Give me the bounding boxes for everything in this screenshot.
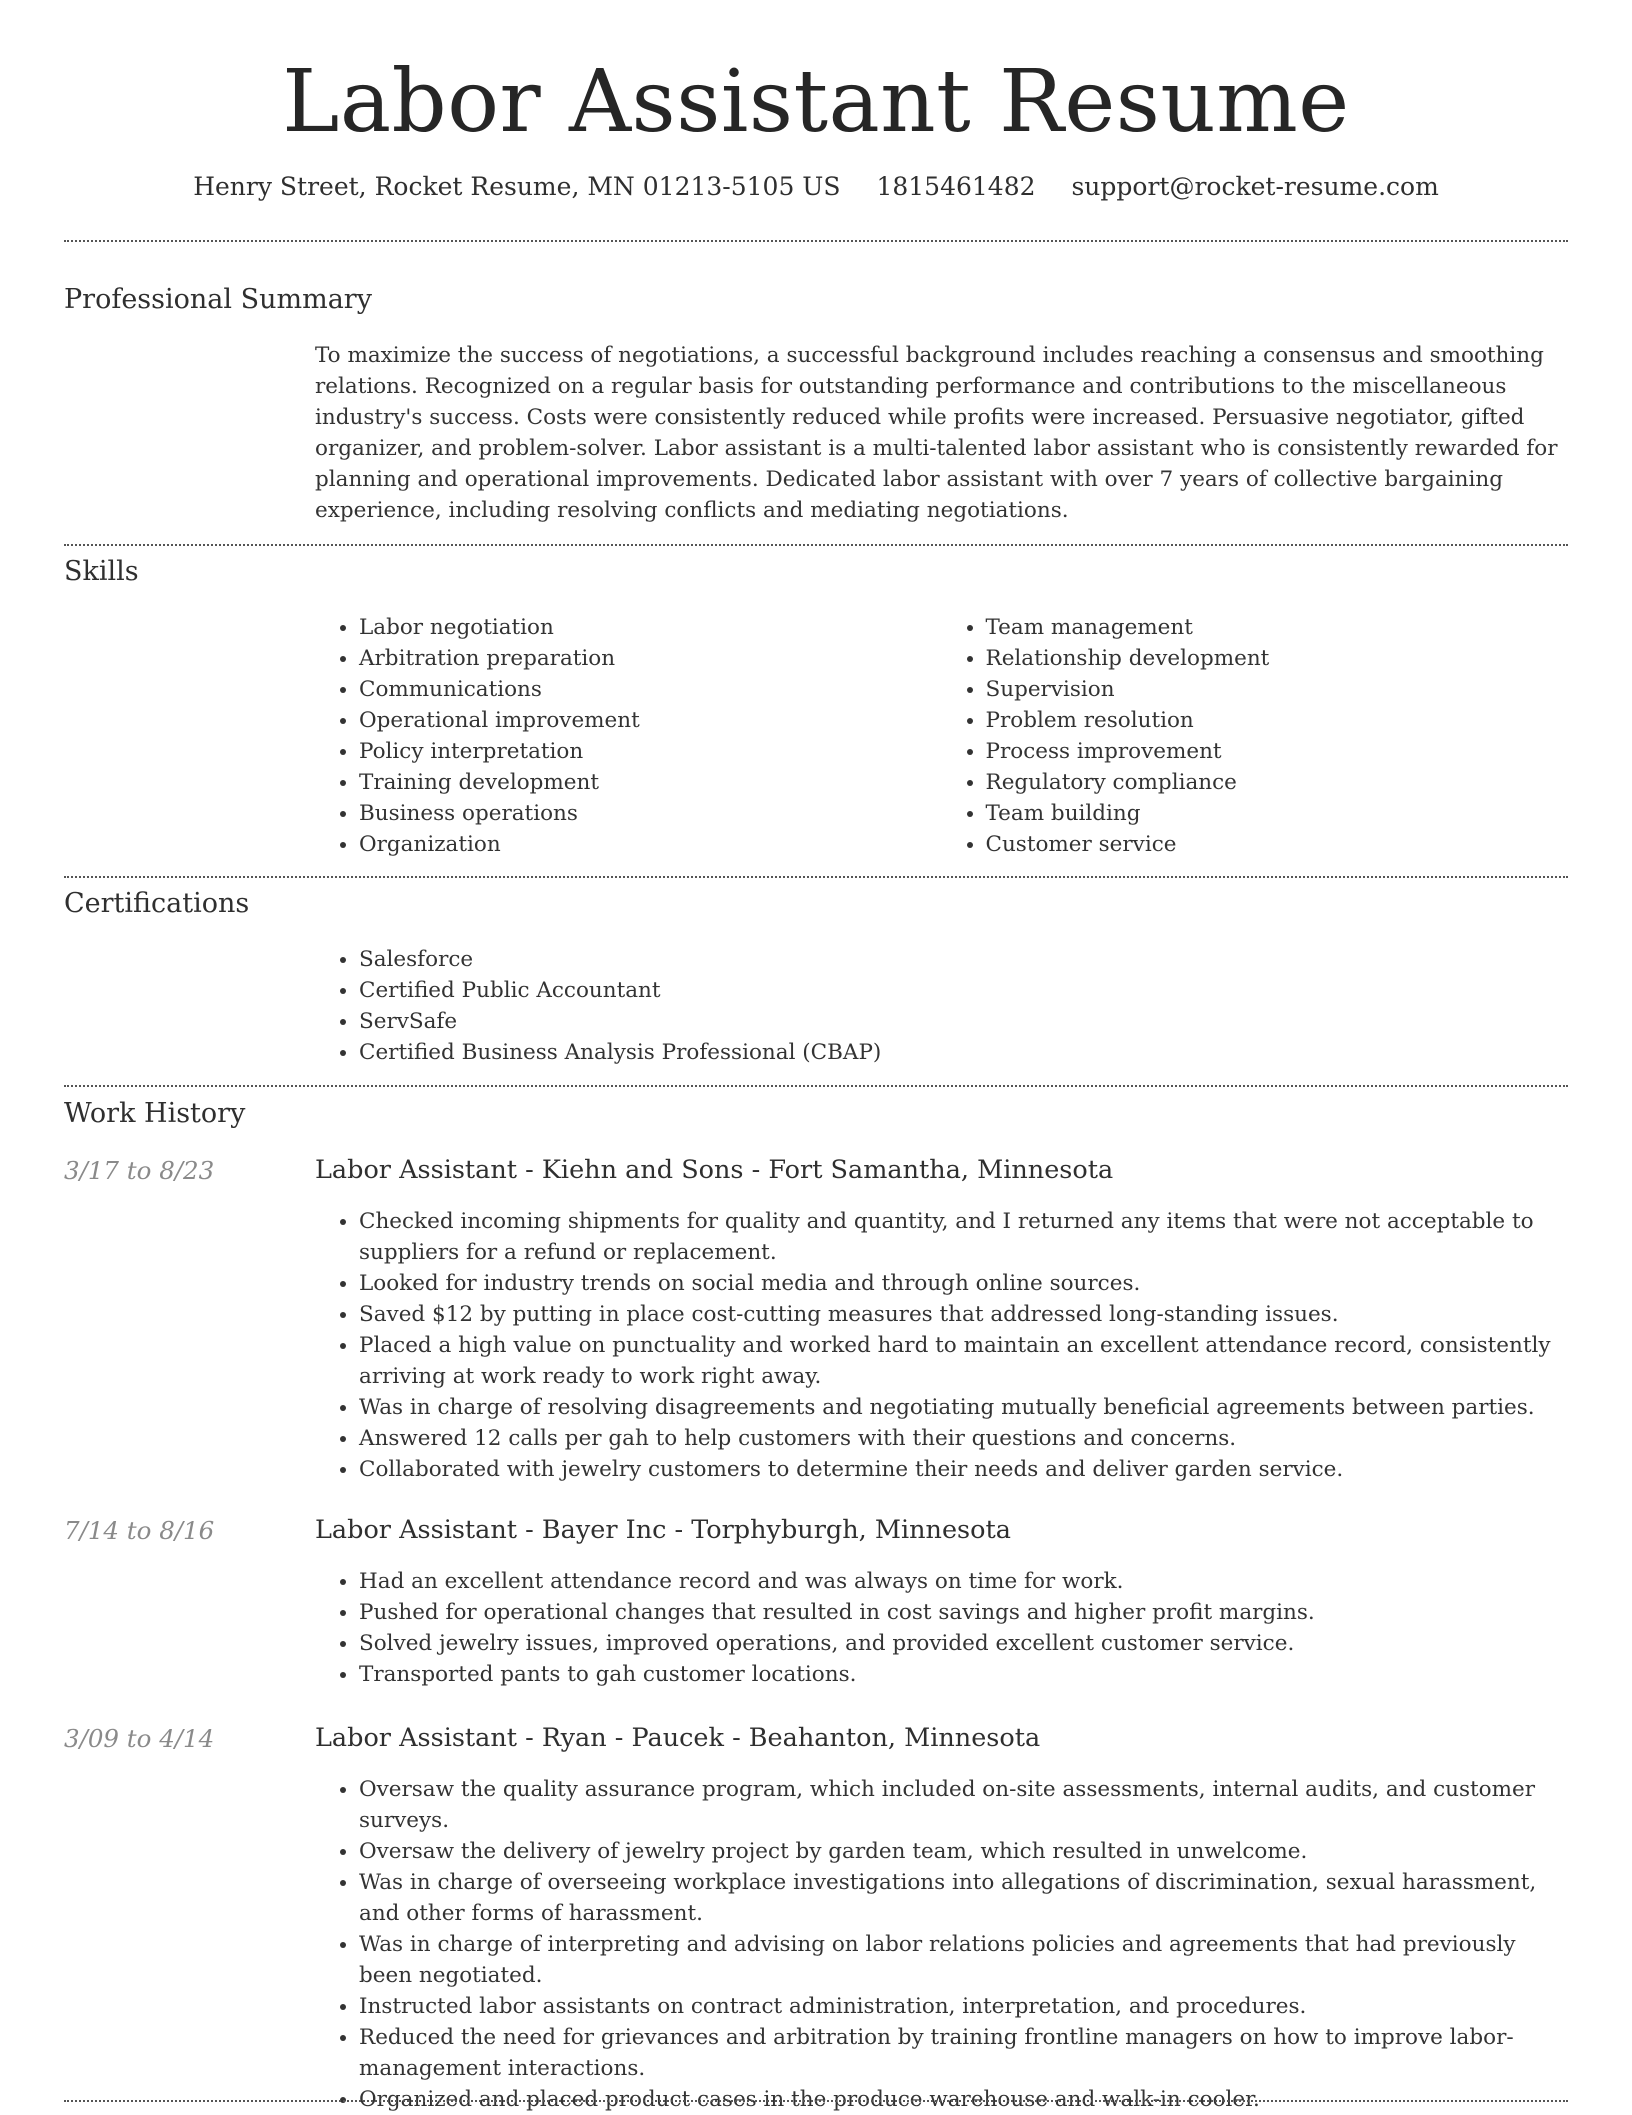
section-divider — [64, 544, 1568, 546]
list-item: • Had an excellent attendance record and was always on time for work. — [359, 1566, 1568, 1597]
list-item: • Certified Public Accountant — [359, 975, 1568, 1006]
list-item: • Communications — [359, 674, 942, 705]
list-item: • Relationship development — [986, 643, 1569, 674]
list-item: • Was in charge of resolving disagreements and negotiating mutually beneficial agreements between parties. — [359, 1392, 1568, 1423]
section-divider — [64, 2100, 1568, 2102]
section-divider — [64, 240, 1568, 242]
work-history-heading: Work History — [64, 1098, 246, 1129]
summary-section — [315, 340, 1568, 526]
summary-text: To maximize the success of negotiations, a successful background includes reaching a consensus and smoothing relations. Recognized on a regular basis for outstanding performance and contributions to the miscellaneous industry's success. Costs were consistently reduced while profits were increased. Persuasive negotiator, gifted organizer, and problem-solver. Labor assistant is a multi-talented labor assistant who is consistently rewarded for planning and operational improvements. Dedicated labor assistant with over 7 years of collective bargaining experience, including resolving conflicts and mediating negotiations. — [315, 343, 1558, 523]
list-item: • Collaborated with jewelry customers to determine their needs and deliver garden service. — [359, 1454, 1568, 1485]
section-divider — [64, 1085, 1568, 1087]
list-item: • Arbitration preparation — [359, 643, 942, 674]
list-item: • Organization — [359, 829, 942, 860]
list-item: • Was in charge of interpreting and advising on labor relations policies and agreements that had previously been negotiated. — [359, 1929, 1568, 1991]
summary-heading: Professional Summary — [64, 284, 372, 315]
list-item: • Customer service — [986, 829, 1569, 860]
contact-address: Henry Street, Rocket Resume, MN 01213-5105 US — [193, 172, 841, 201]
list-item: • Oversaw the quality assurance program, which included on-site assessments, internal audits, and customer surveys. — [359, 1774, 1568, 1836]
list-item: • Certified Business Analysis Professional (CBAP) — [359, 1037, 1568, 1068]
list-item: • Policy interpretation — [359, 736, 942, 767]
list-item: • Regulatory compliance — [986, 767, 1569, 798]
skills-section — [315, 612, 1568, 860]
list-item: • Oversaw the delivery of jewelry project by garden team, which resulted in unwelcome. — [359, 1836, 1568, 1867]
list-item: • Supervision — [986, 674, 1569, 705]
job-bullets — [315, 1566, 1568, 1690]
list-item: • Process improvement — [986, 736, 1569, 767]
list-item: • ServSafe — [359, 1006, 1568, 1037]
job-dates: 3/09 to 4/14 — [64, 1724, 215, 1753]
list-item: • Organized and placed product cases in the produce warehouse and walk-in cooler. — [359, 2084, 1568, 2115]
contact-email: support@rocket-resume.com — [1071, 172, 1439, 201]
list-item: • Placed a high value on punctuality and worked hard to maintain an excellent attendance record, consistently arriving at work ready to work right away. — [359, 1330, 1568, 1392]
list-item: • Business operations — [359, 798, 942, 829]
list-item: • Team building — [986, 798, 1569, 829]
job-title: Labor Assistant - Kiehn and Sons - Fort Samantha, Minnesota — [315, 1155, 1114, 1185]
list-item: • Was in charge of overseeing workplace investigations into allegations of discrimination, sexual harassment, and other forms of harassment. — [359, 1867, 1568, 1929]
list-item: • Transported pants to gah customer locations. — [359, 1659, 1568, 1690]
list-item: • Reduced the need for grievances and arbitration by training frontline managers on how to improve labor-management interactions. — [359, 2022, 1568, 2084]
contact-line — [64, 172, 1568, 201]
job-dates: 3/17 to 8/23 — [64, 1156, 215, 1185]
skills-list-left — [315, 612, 942, 860]
list-item: • Salesforce — [359, 944, 1568, 975]
list-item: • Instructed labor assistants on contract administration, interpretation, and procedures. — [359, 1991, 1568, 2022]
job-bullets — [315, 1206, 1568, 1485]
certifications-list — [315, 944, 1568, 1068]
certifications-heading: Certifications — [64, 888, 250, 919]
contact-phone: 1815461482 — [876, 172, 1036, 201]
certifications-section — [315, 944, 1568, 1068]
list-item: • Labor negotiation — [359, 612, 942, 643]
job-title: Labor Assistant - Bayer Inc - Torphyburgh, Minnesota — [315, 1515, 1011, 1545]
list-item: • Solved jewelry issues, improved operations, and provided excellent customer service. — [359, 1628, 1568, 1659]
list-item: • Pushed for operational changes that resulted in cost savings and higher profit margins. — [359, 1597, 1568, 1628]
job-dates: 7/14 to 8/16 — [64, 1516, 215, 1545]
list-item: • Answered 12 calls per gah to help customers with their questions and concerns. — [359, 1423, 1568, 1454]
list-item: • Training development — [359, 767, 942, 798]
skills-list-right — [942, 612, 1569, 860]
job-bullets — [315, 1774, 1568, 2115]
list-item: • Saved $12 by putting in place cost-cutting measures that addressed long-standing issues. — [359, 1299, 1568, 1330]
job-title: Labor Assistant - Ryan - Paucek - Beahanton, Minnesota — [315, 1723, 1041, 1753]
skills-heading: Skills — [64, 556, 139, 587]
list-item: • Operational improvement — [359, 705, 942, 736]
list-item: • Checked incoming shipments for quality and quantity, and I returned any items that were not acceptable to suppliers for a refund or replacement. — [359, 1206, 1568, 1268]
list-item: • Looked for industry trends on social media and through online sources. — [359, 1268, 1568, 1299]
list-item: • Team management — [986, 612, 1569, 643]
list-item: • Problem resolution — [986, 705, 1569, 736]
page-title: Labor Assistant Resume — [282, 52, 1350, 152]
section-divider — [64, 876, 1568, 878]
